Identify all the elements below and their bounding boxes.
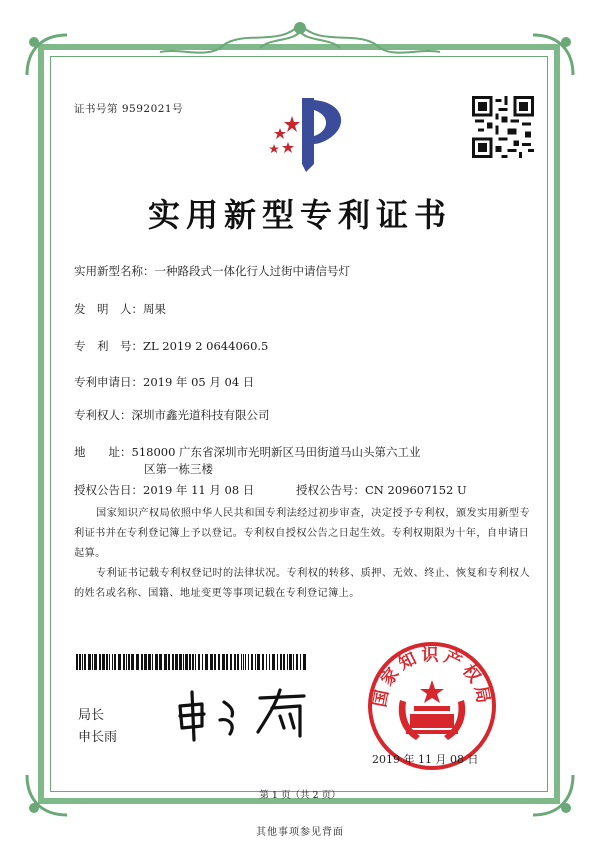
address-value-line2: 区第一栋三楼 [144, 462, 213, 476]
patent-number-label: 专 利 号： [74, 339, 143, 353]
top-ornament [150, 18, 450, 60]
director-title: 局长 [78, 708, 105, 723]
corner-ornament-tl [22, 30, 72, 80]
director-name: 申长雨 [78, 730, 118, 745]
utility-model-name-value: 一种路段式一体化行人过街中请信号灯 [154, 264, 350, 278]
address-row-2 [144, 461, 213, 477]
patentee-row [74, 407, 270, 423]
grant-date-row [74, 482, 254, 498]
address-value-line1: 518000 广东省深圳市光明新区马田街道马山头第六工业 [131, 445, 421, 459]
footer-note: 其他事项参见背面 [256, 827, 344, 838]
filing-date-value: 2019 年 05 月 04 日 [143, 375, 255, 389]
barcode [76, 654, 308, 670]
patent-number-row [74, 338, 268, 354]
grant-number-value: CN 209607152 U [365, 483, 467, 497]
utility-model-name-label: 实用新型名称： [74, 264, 155, 278]
certificate-number: 证书号第 9592021号 [74, 103, 184, 115]
filing-date-row [74, 374, 254, 390]
statement-paragraph-1: 国家知识产权局依照中华人民共和国专利法经过初步审查，决定授予专利权，颁发实用新型专利证书并在专利登记簿上予以登记。专利权自授权公告之日起生效。专利权期限为十年，自申请日起算。 [74, 508, 531, 559]
utility-model-name-row [74, 263, 350, 279]
grant-date-label: 授权公告日： [74, 483, 143, 497]
seal-date: 2019 年 11 月 08 日 [372, 753, 479, 766]
grant-date-value: 2019 年 11 月 08 日 [143, 483, 255, 497]
statement-paragraph-2: 专利证书记载专利权登记时的法律状况。专利权的转移、质押、无效、终止、恢复和专利权人的姓名或名称、国籍、地址变更等事项记载在专利登记簿上。 [74, 568, 531, 599]
inventor-value: 周果 [143, 302, 166, 316]
inventor-row [74, 301, 166, 317]
patent-office-logo [258, 94, 354, 176]
inventor-label: 发 明 人： [74, 302, 143, 316]
address-label: 地 址： [74, 445, 132, 459]
filing-date-label: 专利申请日： [74, 375, 143, 389]
patent-number-value: ZL 2019 2 0644060.5 [143, 339, 269, 353]
grant-number-row [296, 482, 467, 498]
corner-ornament-tr [528, 30, 578, 80]
handwritten-signature [172, 684, 322, 744]
page-number: 第 1 页（共 2 页） [259, 790, 341, 801]
address-row [74, 444, 421, 460]
patentee-label: 专利权人： [74, 408, 132, 422]
patentee-value: 深圳市鑫光道科技有限公司 [131, 408, 270, 422]
grant-number-label: 授权公告号： [296, 483, 365, 497]
qr-code [472, 96, 534, 158]
certificate-title: 实用新型专利证书 [147, 196, 452, 234]
svg-text:国家知识产权局: 国家知识产权局 [370, 645, 494, 709]
